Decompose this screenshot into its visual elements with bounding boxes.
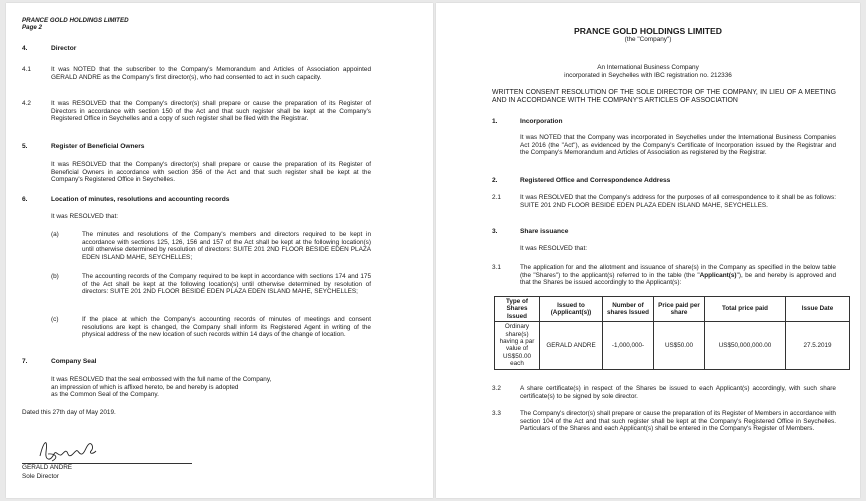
signatory-name: GERALD ANDRE (22, 464, 73, 471)
section-1-number: 1. (492, 118, 498, 125)
header-company: PRANCE GOLD HOLDINGS LIMITED (22, 17, 129, 24)
section-7-title: Company Seal (51, 358, 97, 365)
section-2-number: 2. (492, 177, 498, 184)
clause-3-1-text: The application for and the allotment and issuance of share(s) in the Company as specified in the below table (the "Shares") to the applicant(s) referred to in the table (the "Applicant(s)"), be and hereby is approved and that the Shares be issued accordingly to the Applicant(s): (520, 264, 837, 287)
section-1-text: It was NOTED that the Company was incorporated in Seychelles under the International Business Companies Act 2016 (the "Act"), as evidenced by the Company's Certificate of Incorporation issued by the Registrar and the Company's Memorandum and Articles of Association as registered by the Registrar. (520, 134, 836, 157)
cell-issue-date: 27.5.2019 (786, 322, 850, 369)
signatory-role: Sole Director (22, 473, 59, 480)
resolution-heading: WRITTEN CONSENT RESOLUTION OF THE SOLE DIRECTOR OF THE COMPANY, IN LIEU OF A MEETING AND IN ACCORDANCE WITH THE COMPANY'S ARTICLES OF ASSOCIATION (492, 89, 836, 105)
clause-4-2-text: It was RESOLVED that the Company's director(s) shall prepare or cause the preparation of its Register of Directors in accordance with section 150 of the Act and that such register shall be kept at the Company's Registered Office in Seychelles and a copy of such register shall be filed with the Registrar. (51, 100, 371, 123)
page-header (22, 17, 129, 31)
clause-2-1-number: 2.1 (492, 194, 501, 201)
document-page-1 (436, 3, 860, 498)
clause-4-2-number: 4.2 (22, 100, 31, 107)
section-3-number: 3. (492, 228, 498, 235)
col-issued-to: Issued to (Applicant(s)) (540, 297, 603, 322)
section-4-number: 4. (22, 45, 28, 52)
table-header-row (495, 297, 850, 322)
col-total-price: Total price paid (705, 297, 786, 322)
header-page-number: Page 2 (22, 24, 42, 31)
clause-2-1-text: It was RESOLVED that the Company's address for the purposes of all correspondence to it shall be as follows: SUITE 201 2ND FLOOR BESIDE EDEN PLAZA EDEN ISLAND MAHE, SEYCHELLES. (520, 194, 836, 209)
clause-3-2-text: A share certificate(s) in respect of the Shares be issued to each Applicant(s) accordingly, with such share certificate(s) to be signed by sole director. (520, 385, 836, 400)
clause-4-1-number: 4.1 (22, 66, 31, 73)
clause-6c-number: (c) (51, 316, 59, 323)
clause-6a-text: The minutes and resolutions of the Company's members and directors required to be kept in accordance with sections 125, 126, 156 and 157 of the Act shall be kept at the following location(s) until otherwise determined by resolution of directors: SUITE 201 2ND FLOOR BESIDE EDEN PLAZA EDEN ISLAND MAHE, SEYCHELLES; (82, 231, 371, 261)
company-subtitle: (the "Company") (624, 36, 672, 43)
clause-6b-text: The accounting records of the Company required to be kept in accordance with sections 174 and 175 of the Act shall be kept at the following location(s) until otherwise determined by resolution of directors: SUITE 201 2ND FLOOR BESIDE EDEN PLAZA EDEN ISLAND MAHE, SEYCHELLES; (82, 273, 371, 296)
section-4-title: Director (51, 45, 77, 52)
section-2-title: Registered Office and Correspondence Address (520, 177, 671, 184)
clause-6c-text: If the place at which the Company's accounting records of minutes of meetings and consent resolutions are kept is changed, the Company shall inform its Registered Agent in writing of the physical address of the new location of such records within 14 days of the change of location. (82, 316, 371, 339)
section-7-text: It was RESOLVED that the seal embossed with the full name of the Company, an impression of which is affixed hereto, be and hereby is adopted as the Common Seal of the Company. (51, 376, 272, 399)
section-5-number: 5. (22, 143, 28, 150)
cell-number-of-shares: -1,000,000- (603, 322, 654, 369)
section-6-intro: It was RESOLVED that: (51, 213, 119, 220)
section-6-number: 6. (22, 196, 28, 203)
clause-3-1-number: 3.1 (492, 264, 501, 271)
company-title: PRANCE GOLD HOLDINGS LIMITED (573, 26, 722, 36)
clause-3-3-text: The Company's director(s) shall prepare or cause the preparation of its Register of Members in accordance with section 104 of the Act and that such register shall be kept at the Company's Registered Office in Seychelles. Particulars of the Shares and each Applicant(s) shall be entered in the Company's Register of Members. (520, 410, 836, 433)
cell-issued-to: GERALD ANDRE (540, 322, 603, 369)
section-6-title: Location of minutes, resolutions and accounting records (51, 196, 230, 203)
clause-6a-number: (a) (51, 231, 59, 238)
incorporation-note: incorporated in Seychelles with IBC registration no. 212336 (564, 72, 732, 79)
col-number-of-shares: Number of shares Issued (603, 297, 654, 322)
section-5-text: It was RESOLVED that the Company's director(s) shall prepare or cause the preparation of its Register of Beneficial Owners in accordance with section 356 of the Act and that such register shall be kept at the Company's Registered Office in Seychelles. (51, 161, 371, 184)
clause-3-3-number: 3.3 (492, 410, 501, 417)
document-page-2 (6, 3, 433, 498)
cell-type-of-shares: Ordinary share(s) having a par value of US$50.00 each (495, 322, 540, 369)
section-3-intro: It was RESOLVED that: (520, 245, 588, 252)
shares-table (494, 296, 850, 370)
section-3-title: Share issuance (520, 228, 569, 235)
table-row (495, 322, 850, 369)
applicants-defined-term: Applicant(s) (699, 271, 737, 279)
section-5-title: Register of Beneficial Owners (51, 143, 145, 150)
cell-price-per-share: US$50.00 (654, 322, 705, 369)
section-1-title: Incorporation (520, 118, 563, 125)
clause-6b-number: (b) (51, 273, 59, 280)
clause-3-2-number: 3.2 (492, 385, 501, 392)
col-type-of-shares: Type of Shares Issued (495, 297, 540, 322)
col-issue-date: Issue Date (786, 297, 850, 322)
company-type: An International Business Company (597, 64, 699, 71)
dated-line: Dated this 27th day of May 2019. (22, 409, 116, 416)
cell-total-price: US$50,000,000.00 (705, 322, 786, 369)
col-price-per-share: Price paid per share (654, 297, 705, 322)
clause-4-1-text: It was NOTED that the subscriber to the Company's Memorandum and Articles of Association appointed GERALD ANDRE as the Company's first director(s), who had consented to act in such capacity. (51, 66, 371, 81)
section-7-number: 7. (22, 358, 28, 365)
